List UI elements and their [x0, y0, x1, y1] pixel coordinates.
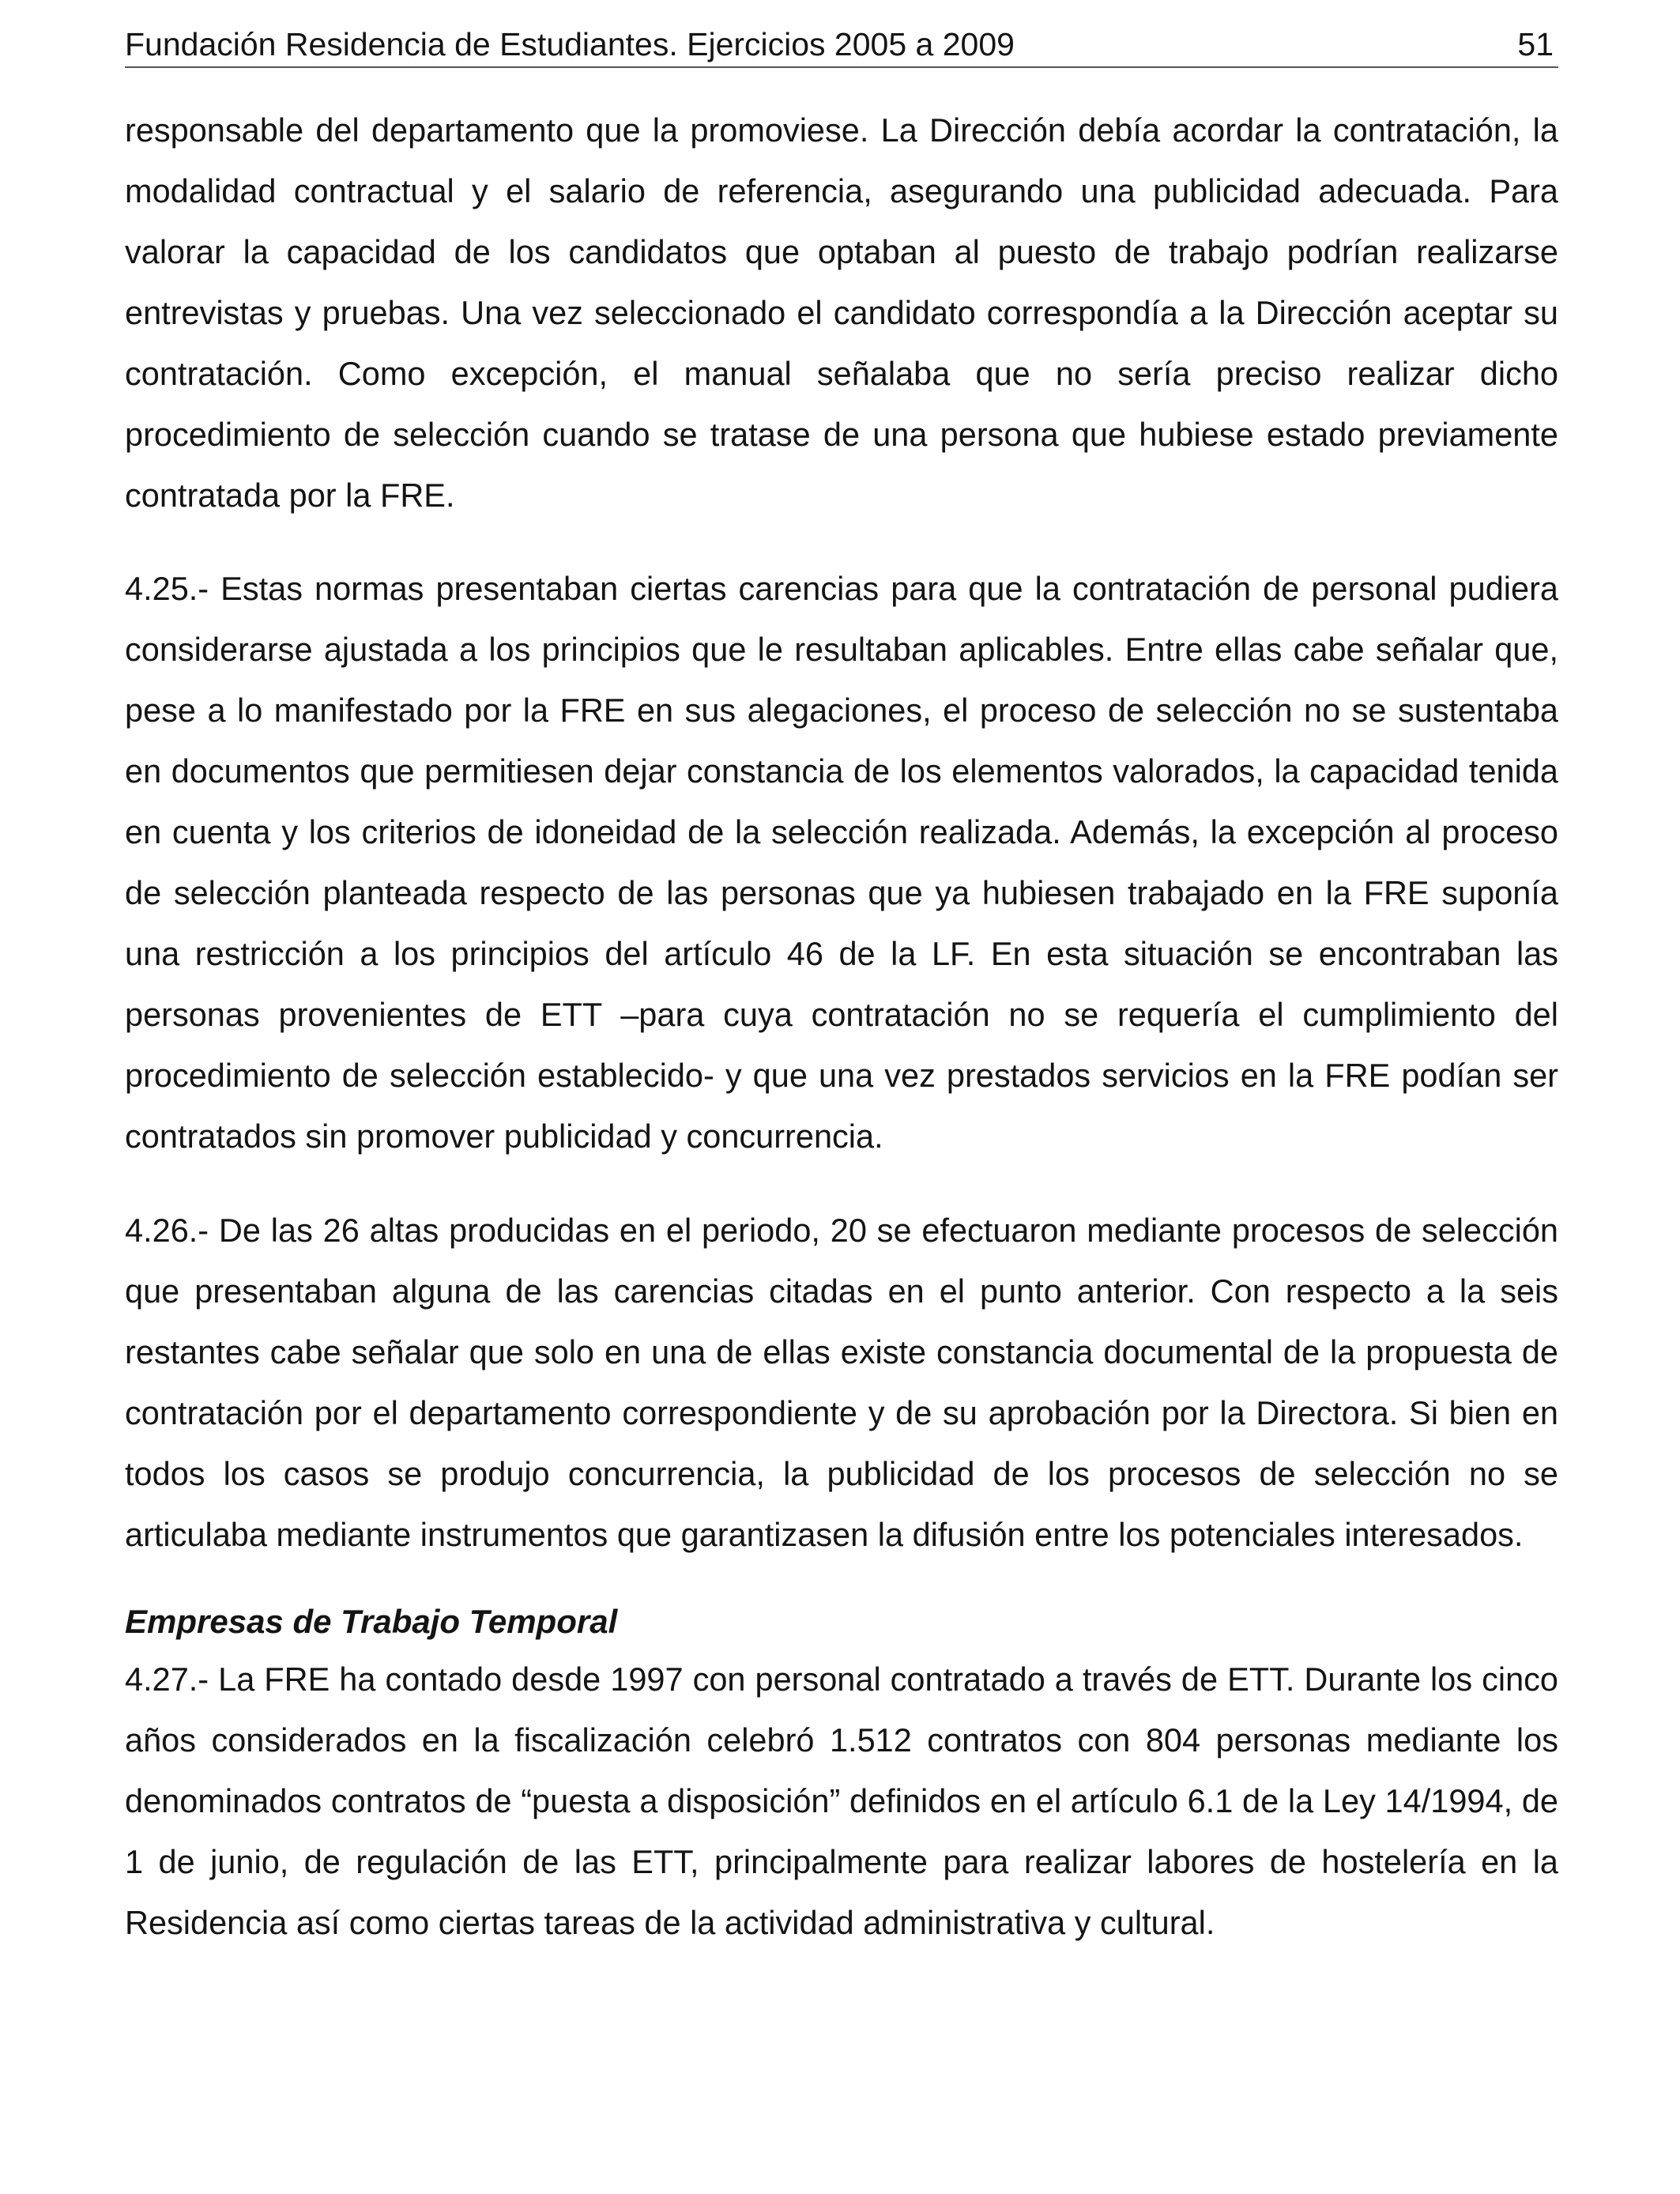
- paragraph-4-27: 4.27.- La FRE ha contado desde 1997 con personal contratado a través de ETT. Durante los cinco años considerados en la fiscalización celebró 1.512 contratos con 804 personas mediante los denominados contratos de “puesta a disposición” definidos en el artículo 6.1 de la Ley 14/1994, de 1 de junio, de regulación de las ETT, principalmente para realizar labores de hostelería en la Residencia así como ciertas tareas de la actividad administrativa y cultural.: [125, 1661, 1558, 1941]
- header-title: Fundación Residencia de Estudiantes. Ejercicios 2005 a 2009: [125, 26, 1015, 62]
- paragraph-continuation: responsable del departamento que la promoviese. La Dirección debía acordar la contratación, la modalidad contractual y el salario de referencia, asegurando una publicidad adecuada. Para valorar la capacidad de los candidatos que optaban al puesto de trabajo podrían realizarse entrevistas y pruebas. Una vez seleccionado el candidato correspondía a la Dirección aceptar su contratación. Como excepción, el manual señalaba que no sería preciso realizar dicho procedimiento de selección cuando se tratase de una persona que hubiese estado previamente contratada por la FRE.: [125, 111, 1558, 514]
- paragraph-4-26: 4.26.- De las 26 altas producidas en el periodo, 20 se efectuaron mediante procesos de selección que presentaban alguna de las carencias citadas en el punto anterior. Con respecto a la seis restantes cabe señalar que solo en una de ellas existe constancia documental de la propuesta de contratación por el departamento correspondiente y de su aprobación por la Directora. Si bien en todos los casos se produjo concurrencia, la publicidad de los procesos de selección no se articulaba mediante instrumentos que garantizasen la difusión entre los potenciales interesados.: [125, 1212, 1558, 1553]
- paragraph-4-25: 4.25.- Estas normas presentaban ciertas carencias para que la contratación de personal pudiera considerarse ajustada a los principios que le resultaban aplicables. Entre ellas cabe señalar que, pese a lo manifestado por la FRE en sus alegaciones, el proceso de selección no se sustentaba en documentos que permitiesen dejar constancia de los elementos valorados, la capacidad tenida en cuenta y los criterios de idoneidad de la selección realizada. Además, la excepción al proceso de selección planteada respecto de las personas que ya hubiesen trabajado en la FRE suponía una restricción a los principios del artículo 46 de la LF. En esta situación se encontraban las personas provenientes de ETT –para cuya contratación no se requería el cumplimiento del procedimiento de selección establecido- y que una vez prestados servicios en la FRE podían ser contratados sin promover publicidad y concurrencia.: [125, 570, 1558, 1155]
- page-header: [125, 22, 1558, 68]
- section-heading: Empresas de Trabajo Temporal: [125, 1603, 618, 1640]
- document-body: [125, 100, 1558, 1953]
- page-number: 51: [1517, 26, 1554, 62]
- document-page: [125, 0, 1558, 2194]
